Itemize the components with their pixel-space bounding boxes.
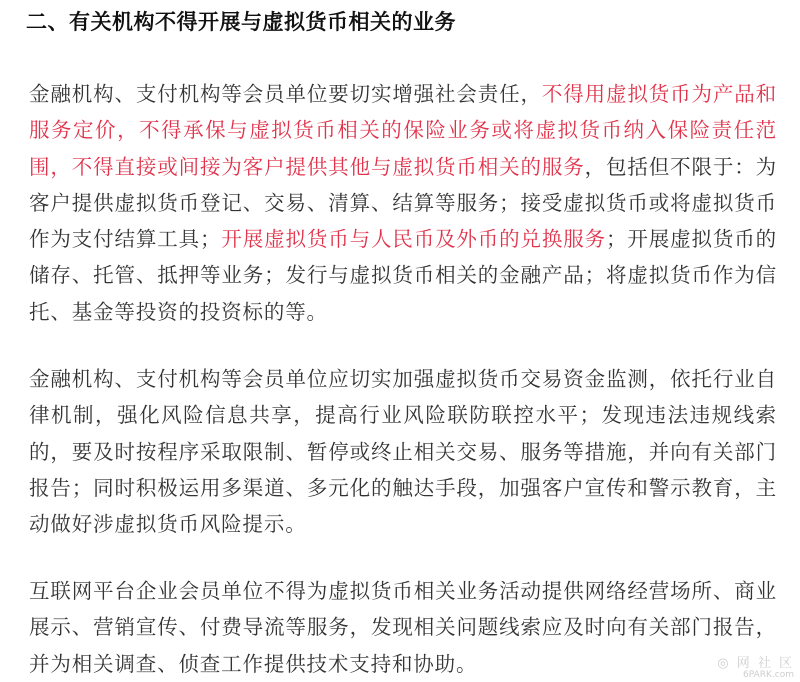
paragraph-monitoring: 金融机构、支付机构等会员单位应切实加强虚拟货币交易资金监测，依托行业自律机制，强化风险信息共享，提高行业风险联防联控水平；发现违法违规线索的，要及时按程序采取限制、暂停或终止相关交易、服务等措施，并向有关部门报告；同时积极运用多渠道、多元化的触达手段，加强客户宣传和警示教育，主动做好涉虚拟货币风险提示。 xyxy=(29,367,777,537)
p1-intro-text: 金融机构、支付机构等会员单位要切实增强社会责任， xyxy=(29,82,542,106)
paragraph-internet-platforms: 互联网平台企业会员单位不得为虚拟货币相关业务活动提供网络经营场所、商业展示、营销宣传、付费导流等服务，发现相关问题线索应及时向有关部门报告，并为相关调查、侦查工作提供技术支持和协助。 xyxy=(29,579,777,676)
p1-highlight-prohibitions: 不得用虚拟货币为产品和服务定价，不得承保与虚拟货币相关的保险业务或将虚拟货币纳入保险责任范围，不得直接或间接为客户提供其他与虚拟货币相关的服务 xyxy=(29,82,777,179)
section-heading: 二、有关机构不得开展与虚拟货币相关的业务 xyxy=(26,10,456,34)
watermark-name: ◎ 网 社 区 xyxy=(717,656,794,671)
paragraph-financial-institutions xyxy=(29,76,777,330)
watermark-url: 6PARK.com xyxy=(743,670,794,680)
p1-closing-text: ；开展虚拟货币的储存、托管、抵押等业务；发行与虚拟货币相关的金融产品；将虚拟货币作为信托、基金等投资的投资标的等。 xyxy=(29,227,777,324)
p1-highlight-exchange: 开展虚拟货币与人民币及外币的兑换服务 xyxy=(221,227,607,252)
p1-services-text: ，包括但不限于：为客户提供虚拟货币登记、交易、清算、结算等服务；接受虚拟货币或将虚拟货币作为支付结算工具； xyxy=(29,154,777,252)
site-watermark xyxy=(717,657,794,680)
